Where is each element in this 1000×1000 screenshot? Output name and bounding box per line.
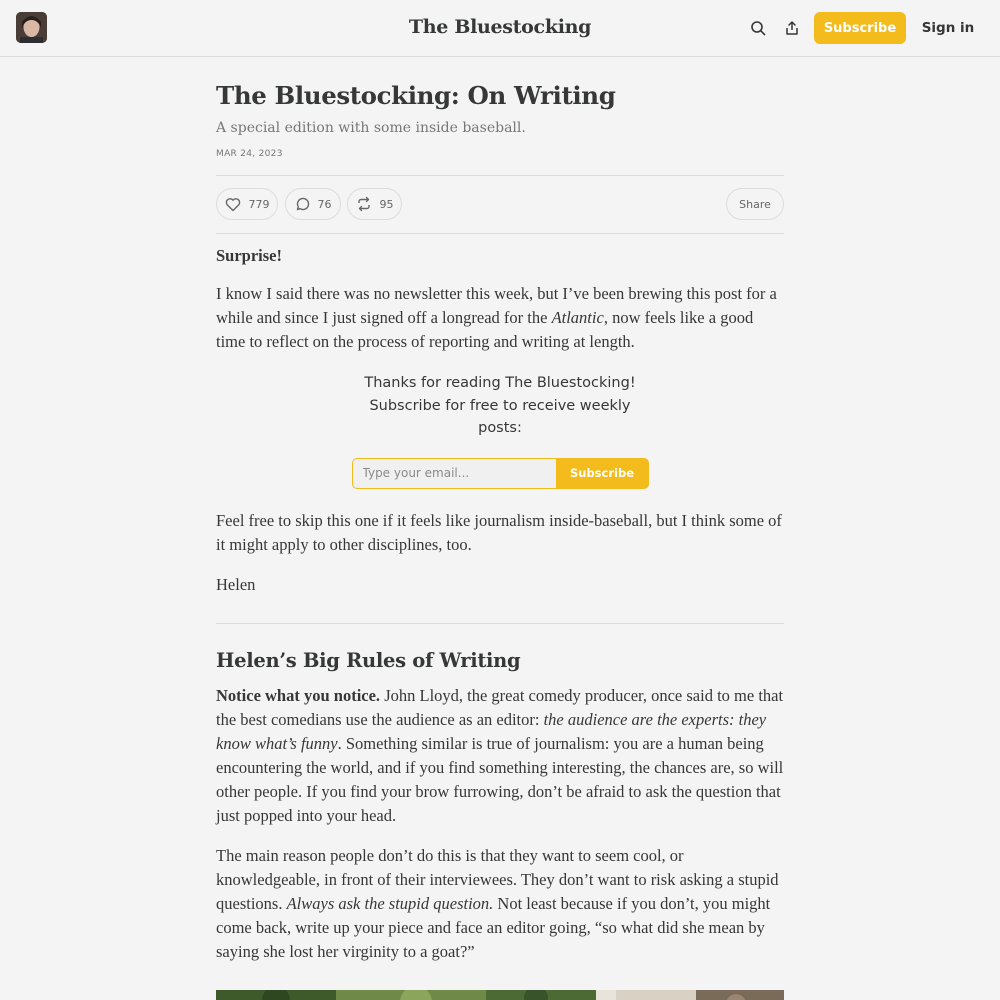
search-button[interactable] <box>747 17 769 39</box>
restack-icon <box>356 196 372 212</box>
intro-text: I know I said there was no newsletter this week, but I’ve been brewing this post for a while and since I just signed off a longread for the <box>216 284 777 327</box>
rule-one-text: John Lloyd, the great comedy producer, once said to me that the best comedians use the audience as an editor: <box>216 685 784 729</box>
share-button[interactable] <box>781 17 803 39</box>
article <box>216 80 784 1000</box>
rule-two-paragraph <box>216 844 784 964</box>
restack-count: 95 <box>379 197 394 211</box>
post-image[interactable] <box>216 990 784 1000</box>
comment-icon <box>295 197 310 212</box>
subscribe-form <box>352 458 649 489</box>
share-post-button[interactable]: Share <box>726 188 784 220</box>
signoff: Helen <box>216 574 256 594</box>
rule-one-quote: the audience are the experts: they know what’s funny <box>216 709 767 753</box>
skip-paragraph: Feel free to skip this one if it feels like journalism inside-baseball, but I think some of it might apply to other disciplines, too. <box>216 510 782 554</box>
rule-two-emphasis: Always ask the stupid question. <box>286 893 494 913</box>
surprise-text: Surprise! <box>216 246 282 265</box>
intro-paragraph <box>216 282 784 354</box>
share-icon <box>784 20 800 36</box>
comment-button[interactable] <box>285 188 341 220</box>
surprise-paragraph <box>216 244 784 268</box>
rule-two-text: The main reason people don’t do this is that they want to seem cool, or knowledgeable, in front of their interviewees. They don’t want to risk asking a stupid questions. <box>216 845 779 913</box>
section-divider <box>216 623 784 624</box>
subscribe-button[interactable]: Subscribe <box>814 12 906 44</box>
email-input[interactable] <box>352 458 556 489</box>
atlantic-text: Atlantic <box>551 308 604 327</box>
search-icon <box>750 20 766 36</box>
subscribe-submit-button[interactable]: Subscribe <box>556 458 649 489</box>
post-image-graphic <box>216 990 784 1000</box>
rule-one-text-end: . Something similar is true of journalism: you are a human being encountering the world, and if you find something interesting, the chances are, so will other people. If you find your brow furrowing, don’t be afraid to ask the question that just popped into your head. <box>216 733 784 825</box>
site-title[interactable]: The Bluestocking <box>408 16 592 38</box>
sign-in-button[interactable]: Sign in <box>921 20 975 36</box>
subscribe-prompt: Thanks for reading The Bluestocking! Subscribe for free to receive weekly posts: <box>364 375 636 436</box>
post-date: MAR 24, 2023 <box>216 149 283 159</box>
section-heading: Helen’s Big Rules of Writing <box>216 648 521 672</box>
subscribe-widget <box>216 372 784 489</box>
restack-button[interactable] <box>347 188 402 220</box>
post-subtitle: A special edition with some inside baseball. <box>216 120 526 136</box>
post-actions <box>216 176 784 233</box>
heart-icon <box>225 197 241 212</box>
divider <box>216 233 784 234</box>
comment-count: 76 <box>317 197 332 211</box>
rule-one-title: Notice what you notice. <box>216 685 381 705</box>
like-count: 779 <box>248 197 270 211</box>
like-button[interactable] <box>216 188 278 220</box>
post-title: The Bluestocking: On Writing <box>216 81 616 110</box>
rule-one-paragraph <box>216 684 784 828</box>
top-navigation-bar <box>0 0 1000 57</box>
rule-two-text-end: Not least because if you don’t, you might come back, write up your piece and face an editor going, “so what did she mean by saying she lost her virginity to a goat?” <box>216 893 771 961</box>
intro-text-end: , now feels like a good time to reflect on the process of reporting and writing at length. <box>216 308 754 351</box>
